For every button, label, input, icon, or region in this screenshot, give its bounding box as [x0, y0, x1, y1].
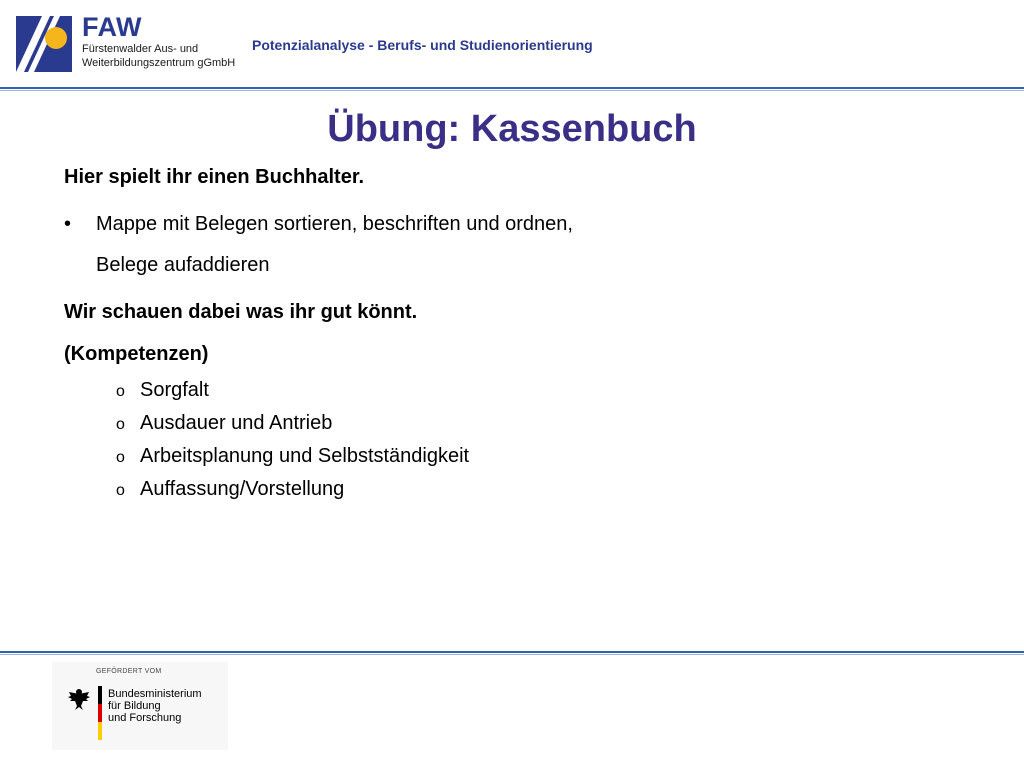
bullet-text: Mappe mit Belegen sortieren, beschriften und ordnen, Belege aufaddieren	[96, 213, 573, 276]
competence-text: Auffassung/Vorstellung	[140, 478, 345, 500]
footer-divider-light	[0, 654, 1024, 655]
list-item	[116, 478, 469, 511]
funder-logo	[52, 662, 228, 750]
brand-line-2: Weiterbildungszentrum gGmbH	[82, 57, 236, 69]
ministry-line-2: für Bildung	[108, 700, 161, 712]
list-item	[116, 445, 469, 478]
competence-text: Ausdauer und Antrieb	[140, 412, 333, 434]
competences-list	[116, 379, 469, 511]
watch-text: Wir schauen dabei was ihr gut könnt.	[64, 301, 418, 323]
german-flag-bar	[98, 686, 102, 740]
header-subtitle: Potenzialanalyse - Berufs- und Studienorientierung	[252, 37, 593, 53]
list-item	[116, 412, 469, 445]
footer-divider	[0, 651, 1024, 653]
ministry-line-1: Bundesministerium	[108, 688, 202, 700]
ministry-name	[108, 688, 202, 724]
sub-bullet: o	[116, 383, 125, 400]
ministry-line-3: und Forschung	[108, 712, 182, 724]
intro-text: Hier spielt ihr einen Buchhalter.	[64, 166, 365, 188]
header-divider-light	[0, 90, 1024, 91]
competence-text: Sorgfalt	[140, 379, 209, 401]
sub-bullet: o	[116, 416, 125, 433]
sub-bullet: o	[116, 482, 125, 499]
brand-line-1: Fürstenwalder Aus- und	[82, 43, 199, 55]
bullet-marker: •	[64, 213, 72, 235]
brand-name: FAW	[82, 12, 142, 42]
faw-logo-icon	[16, 16, 72, 72]
sub-bullet: o	[116, 449, 125, 466]
competences-label: (Kompetenzen)	[64, 343, 209, 365]
federal-eagle-icon	[66, 686, 92, 712]
competence-text: Arbeitsplanung und Selbstständigkeit	[140, 445, 470, 467]
funder-kicker: GEFÖRDERT VOM	[96, 668, 162, 675]
header-divider	[0, 87, 1024, 89]
slide-title: Übung: Kassenbuch	[327, 108, 697, 150]
list-item	[116, 379, 469, 412]
brand-block	[82, 12, 235, 70]
